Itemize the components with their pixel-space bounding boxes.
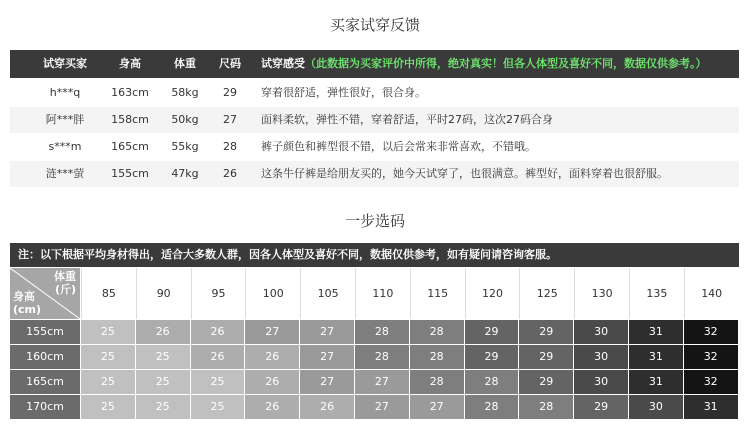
buyer-weight: 55kg xyxy=(171,140,199,153)
feedback-title: 买家试穿反馈 xyxy=(329,16,420,34)
height-row-header: 165cm xyxy=(10,370,80,394)
size-cell: 26 xyxy=(191,320,245,344)
size-cell: 26 xyxy=(136,320,190,344)
size-cell: 27 xyxy=(300,345,354,369)
size-cell: 32 xyxy=(684,370,738,394)
weight-column-header: 95 xyxy=(191,268,246,319)
buyer-height: 163cm xyxy=(111,86,149,99)
size-cell: 28 xyxy=(410,320,464,344)
buyer-comment: 面料柔软，弹性不错，穿着舒适，平时27码，这次27码合身 xyxy=(261,113,553,126)
buyer-height: 165cm xyxy=(111,140,149,153)
size-cell: 25 xyxy=(136,370,190,394)
size-cell: 30 xyxy=(629,395,683,419)
weight-column-header: 110 xyxy=(355,268,410,319)
size-cell: 29 xyxy=(574,395,628,419)
height-row-header: 170cm xyxy=(10,395,80,419)
size-cell: 26 xyxy=(300,395,354,419)
size-cell: 29 xyxy=(465,345,519,369)
notice-text: 注：以下根据平均身材得出，适合大多数人群，因各人体型及喜好不同，数据仅供参考，如有疑问请咨询客服。 xyxy=(18,248,557,261)
size-cell: 30 xyxy=(574,345,628,369)
header-note: （此数据为买家评价中所得，绝对真实！但各人体型及喜好不同，数据仅供参考。） xyxy=(305,57,707,70)
height-unit: (cm) xyxy=(13,303,42,316)
size-cell: 27 xyxy=(355,395,409,419)
buyer-name: 涟***萤 xyxy=(45,167,85,180)
size-cell: 28 xyxy=(410,345,464,369)
weight-label: 体重 xyxy=(54,270,76,283)
feedback-row xyxy=(10,134,739,160)
size-cell: 25 xyxy=(81,320,135,344)
size-grid xyxy=(10,268,739,414)
feedback-header xyxy=(10,50,739,78)
size-cell: 31 xyxy=(629,370,683,394)
buyer-size: 28 xyxy=(223,140,237,153)
buyer-weight: 50kg xyxy=(171,113,199,126)
size-cell: 25 xyxy=(81,345,135,369)
size-cell: 27 xyxy=(245,320,299,344)
buyer-height: 155cm xyxy=(111,167,149,180)
size-cell: 27 xyxy=(300,320,354,344)
buyer-name: 阿***胖 xyxy=(45,113,85,126)
size-cell: 29 xyxy=(519,320,573,344)
buyer-name: s***m xyxy=(48,140,82,153)
header-buyer: 试穿买家 xyxy=(43,57,87,70)
size-cell: 25 xyxy=(81,395,135,419)
size-cell: 32 xyxy=(684,345,738,369)
size-cell: 26 xyxy=(245,370,299,394)
size-cell: 25 xyxy=(136,345,190,369)
corner-height-label xyxy=(13,290,41,316)
size-cell: 25 xyxy=(136,395,190,419)
header-feeling xyxy=(261,50,707,78)
height-label: 身高 xyxy=(13,290,35,303)
size-cell: 26 xyxy=(245,395,299,419)
buyer-size: 27 xyxy=(223,113,237,126)
weight-column-header: 105 xyxy=(300,268,355,319)
weight-column-header: 120 xyxy=(465,268,520,319)
header-height: 身高 xyxy=(119,57,141,70)
weight-column-header: 130 xyxy=(574,268,629,319)
buyer-weight: 47kg xyxy=(171,167,199,180)
weight-unit: (斤) xyxy=(54,283,76,296)
buyer-size: 29 xyxy=(223,86,237,99)
size-cell: 28 xyxy=(519,395,573,419)
weight-column-header: 140 xyxy=(684,268,739,319)
weight-column-header: 100 xyxy=(245,268,300,319)
grid-corner xyxy=(10,268,80,319)
size-cell: 29 xyxy=(519,370,573,394)
size-cell: 28 xyxy=(465,395,519,419)
feedback-row xyxy=(10,107,739,133)
size-cell: 25 xyxy=(191,395,245,419)
size-cell: 27 xyxy=(300,370,354,394)
weight-column-header: 125 xyxy=(519,268,574,319)
size-cell: 28 xyxy=(465,370,519,394)
feedback-row xyxy=(10,161,739,187)
size-cell: 26 xyxy=(245,345,299,369)
height-row-header: 155cm xyxy=(10,320,80,344)
size-cell: 28 xyxy=(355,320,409,344)
size-cell: 30 xyxy=(574,370,628,394)
size-guide-title: 一步选码 xyxy=(344,212,405,230)
size-cell: 25 xyxy=(81,370,135,394)
buyer-comment: 这条牛仔裤是给朋友买的，她今天试穿了，也很满意。裤型好，面料穿着也很舒服。 xyxy=(261,167,668,180)
size-cell: 32 xyxy=(684,320,738,344)
buyer-size: 26 xyxy=(223,167,237,180)
buyer-comment: 穿着很舒适，弹性很好，很合身。 xyxy=(261,86,426,99)
weight-column-header: 115 xyxy=(410,268,465,319)
size-guide-notice xyxy=(10,243,739,267)
size-cell: 28 xyxy=(355,345,409,369)
buyer-name: h***q xyxy=(49,86,81,99)
header-feeling-label: 试穿感受 xyxy=(261,57,305,70)
size-cell: 29 xyxy=(465,320,519,344)
size-cell: 28 xyxy=(410,370,464,394)
size-cell: 31 xyxy=(629,320,683,344)
header-weight: 体重 xyxy=(174,57,196,70)
size-cell: 27 xyxy=(410,395,464,419)
height-row-header: 160cm xyxy=(10,345,80,369)
size-cell: 27 xyxy=(355,370,409,394)
size-cell: 31 xyxy=(684,395,738,419)
corner-weight-label xyxy=(54,270,76,296)
header-size: 尺码 xyxy=(219,57,241,70)
size-cell: 31 xyxy=(629,345,683,369)
size-cell: 25 xyxy=(191,370,245,394)
size-cell: 29 xyxy=(519,345,573,369)
size-cell: 26 xyxy=(191,345,245,369)
weight-column-header: 135 xyxy=(629,268,684,319)
buyer-height: 158cm xyxy=(111,113,149,126)
weight-column-header: 90 xyxy=(136,268,191,319)
buyer-comment: 裤子颜色和裤型很不错，以后会常来非常喜欢，不错哦。 xyxy=(261,140,536,153)
size-cell: 30 xyxy=(574,320,628,344)
buyer-weight: 58kg xyxy=(171,86,199,99)
feedback-row xyxy=(10,80,739,106)
weight-column-header: 85 xyxy=(81,268,136,319)
